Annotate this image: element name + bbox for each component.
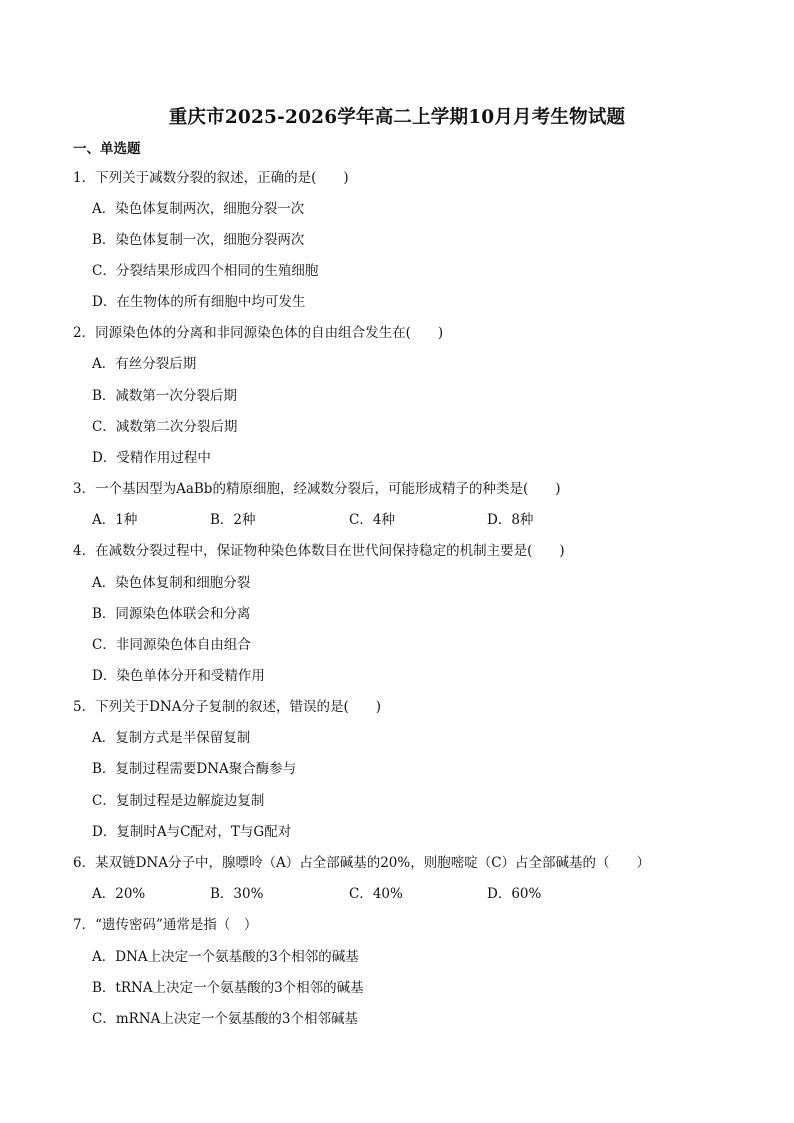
question-6-option-c: C．40% [349, 886, 403, 902]
question-2-option-c: C．减数第二次分裂后期 [92, 419, 238, 435]
question-4-option-b: B．同源染色体联会和分离 [92, 606, 251, 622]
question-2-stem: 2．同源染色体的分离和非同源染色体的自由组合发生在( ) [73, 325, 444, 341]
question-7-option-c: C．mRNA上决定一个氨基酸的3个相邻碱基 [92, 1011, 358, 1027]
question-2-option-a: A．有丝分裂后期 [92, 356, 197, 372]
question-7-stem: 7．“遗传密码”通常是指（ ） [73, 917, 258, 933]
question-4-option-d: D．染色单体分开和受精作用 [92, 668, 265, 684]
question-5-option-d: D．复制时A与C配对，T与G配对 [92, 824, 292, 840]
question-3-stem: 3．一个基因型为AaBb的精原细胞，经减数分裂后，可能形成精子的种类是( ) [73, 481, 561, 497]
question-3-option-a: A．1种 [92, 512, 138, 528]
question-4-option-c: C．非同源染色体自由组合 [92, 637, 251, 653]
question-5-option-c: C．复制过程是边解旋边复制 [92, 793, 265, 809]
document-title: 重庆市2025-2026学年高二上学期10月月考生物试题 [168, 107, 626, 128]
question-5-stem: 5．下列关于DNA分子复制的叙述，错误的是( ) [73, 699, 382, 715]
section-heading: 一、单选题 [73, 141, 141, 157]
question-1-option-c: C．分裂结果形成四个相同的生殖细胞 [92, 263, 319, 279]
question-4-option-a: A．染色体复制和细胞分裂 [92, 575, 251, 591]
question-2-option-d: D．受精作用过程中 [92, 450, 211, 466]
question-4-stem: 4．在减数分裂过程中，保证物种染色体数目在世代间保持稳定的机制主要是( ) [73, 543, 565, 559]
question-7-option-a: A．DNA上决定一个氨基酸的3个相邻的碱基 [92, 949, 359, 965]
question-7-option-b: B．tRNA上决定一个氨基酸的3个相邻的碱基 [92, 980, 364, 996]
question-6-option-d: D．60% [487, 886, 542, 902]
question-1-option-d: D．在生物体的所有细胞中均可发生 [92, 294, 306, 310]
question-1-option-b: B．染色体复制一次，细胞分裂两次 [92, 232, 305, 248]
question-3-option-d: D．8种 [487, 512, 534, 528]
question-6-stem: 6．某双链DNA分子中，腺嘌呤（A）占全部碱基的20%，则胞嘧啶（C）占全部碱基的（ ） [73, 855, 651, 871]
question-6-option-a: A．20% [92, 886, 146, 902]
question-6-option-b: B．30% [210, 886, 264, 902]
question-3-option-b: B．2种 [210, 512, 256, 528]
question-1-option-a: A．染色体复制两次，细胞分裂一次 [92, 201, 305, 217]
question-1-stem: 1．下列关于减数分裂的叙述，正确的是( ) [73, 170, 349, 186]
question-5-option-a: A．复制方式是半保留复制 [92, 730, 251, 746]
question-5-option-b: B．复制过程需要DNA聚合酶参与 [92, 761, 297, 777]
question-2-option-b: B．减数第一次分裂后期 [92, 388, 237, 404]
question-3-option-c: C．4种 [349, 512, 395, 528]
